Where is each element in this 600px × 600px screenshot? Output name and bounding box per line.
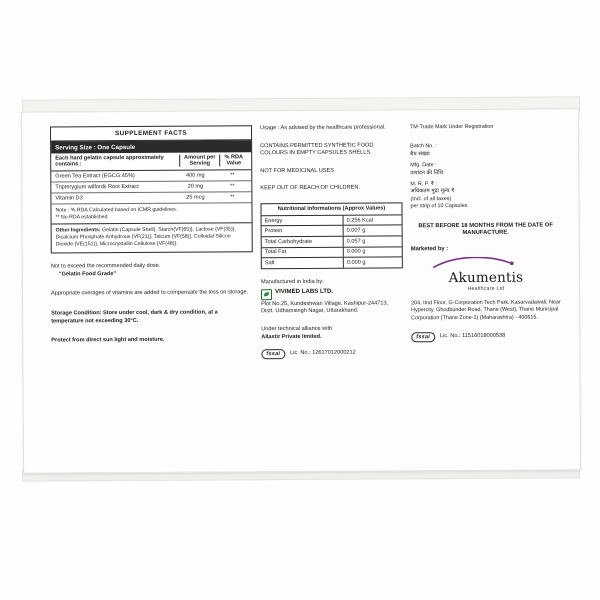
nutrient-name: Energy [264, 217, 283, 224]
fssai-block-marketer [411, 331, 561, 342]
supplement-facts-title: SUPPLEMENT FACTS [51, 126, 251, 141]
permitted-colours-note: CONTAINS PERMITTED SYNTHETIC FOOD COLOURS IN EMPTY CAPSULES SHELLS. [260, 142, 374, 157]
batch-number-label-hindi: बैच संख्या [410, 151, 430, 158]
ingredient-rda: ** [230, 172, 235, 179]
supplement-facts-table [50, 125, 253, 254]
right-column [410, 123, 561, 342]
overages-note: Appropriate overages of vitamins are added to compensate the loss on storage. [50, 289, 249, 298]
col-header-rda: % RDA Value [219, 155, 247, 167]
left-column [50, 125, 251, 345]
nutritional-information-table [260, 202, 402, 269]
nutrient-name: Protein [264, 228, 283, 235]
dose-note: Not to exceed the recommended daily dose. [50, 263, 161, 270]
not-for-medicinal-use-note: NOT FOR MEDICINAL USES [260, 167, 334, 175]
mfg-date-field: Mfg. Date : [410, 162, 437, 169]
leaf-icon [261, 289, 272, 300]
rda-note-2: ** No RDA established [55, 213, 108, 221]
nutrient-value: 0.000 g [343, 258, 402, 268]
nutrient-value: 0.256 Kcal [343, 215, 402, 225]
ingredient-name: Green Tea Extract (EGCG:45%) [55, 172, 135, 180]
manufactured-label: Manufactured in India by: [260, 278, 324, 285]
other-ingredients-text: Gelatin (Capsule Shell), Starch{VF(65)}, Lactose {VF(35)}, Dicalcium Phosphate Anhydrous {VF(21)}, Talcum {VF(58)}, Colloidal Silicon Dioxide {VE(151)}, Microcrystallin Cellulose {VF(48)}. [55, 226, 236, 248]
col-header-amount: Amount per Serving [179, 155, 219, 167]
strip-quantity-note: per strip of 10 Capsules [410, 203, 468, 210]
technical-alliance-company: Allastir Private limited. [261, 333, 322, 340]
fssai-license-number: Lic. No.: 11516018000538 [440, 332, 506, 340]
usage-block [260, 124, 400, 132]
mrp-tax-note: (Incl. of all taxes) [410, 195, 452, 203]
best-before-note: BEST BEFORE 18 MONTHS FROM THE DATE OF MANUFACTURE. [418, 222, 553, 237]
other-ingredients-block [52, 223, 252, 253]
company-address: 204, IInd Floor, G-Corporation Tech Park, Kasarvadawali, Near Hypercity, Ghodbunder Road, Thane (West), Thane Municipal Corporation (Thane Zone-1) (Maharashtra) - 400615. [411, 299, 561, 321]
rda-note-1: Note : % RDA Calculated based on ICMR guidelines. [55, 206, 178, 214]
manufacturer-name: VIVIMED LABS LTD. [274, 288, 334, 296]
ingredient-rda: ** [230, 183, 235, 190]
ingredient-name: Vitamin D3 [55, 195, 83, 202]
nutrient-value: 0.057 g [343, 236, 402, 246]
nutrient-name: Total Fat [264, 249, 287, 256]
product-carton-back-panel [21, 108, 581, 473]
fssai-logo-icon: fssai [411, 332, 435, 342]
mrp-field: M. R. P. ₹ : [410, 181, 438, 188]
table-row [262, 258, 402, 268]
marketed-by-label: Marketed by : [410, 245, 449, 253]
batch-number-field: Batch No. : [410, 143, 437, 150]
rda-notes [51, 203, 251, 224]
middle-column [260, 124, 401, 359]
usage-text: As advised by the healthcare professional. [280, 124, 386, 132]
fssai-license-number: Lic. No.: 12617012000212 [290, 349, 356, 357]
ingredient-amount: 20 mg [187, 183, 204, 190]
fssai-logo-icon: fssai [261, 349, 285, 359]
brand-swoosh-icon [426, 256, 546, 269]
brand-subtitle: Healthcare Ltd [467, 285, 505, 292]
manufacturer-address: Plot No.25, Kundeshwari Village, Kashipur-244713, Distt. Udhamsingh Nagar, Uttarakhand. [261, 300, 389, 315]
food-grade-note: "Gelatin Food Grade" [58, 271, 117, 278]
mfg-date-label-hindi: उत्पादन की तिथि [410, 169, 444, 176]
ingredient-name: Tripterygium wilfordii Root Extract [55, 183, 139, 191]
nutrient-value: 0.007 g [343, 226, 402, 236]
brand-name: Akumentis [448, 269, 524, 286]
usage-label: Usage : [259, 125, 280, 132]
fssai-block-manufacturer [261, 349, 401, 360]
storage-condition-block [51, 309, 251, 325]
serving-size-row: Serving Size : One Capsule [51, 140, 251, 153]
ingredient-amount: 400 mg [185, 172, 205, 179]
other-ingredients-label: Other Ingredients: [55, 226, 101, 234]
trademark-note: TM-Trade Mark Under Registration [409, 123, 494, 131]
sunlight-note: Protect from direct sun light and moisture. [51, 337, 165, 344]
carton-printed-content [22, 109, 580, 472]
ingredient-amount: 25 mcg [186, 194, 205, 201]
nutrition-table-title: Nutritional Informations (Approx Values) [261, 203, 401, 216]
nutrient-name: Salt [264, 260, 275, 267]
storage-condition-label: Storage Condition: [51, 310, 102, 317]
brand-logo [411, 256, 561, 292]
mrp-label-hindi: अधिकतम मुद्रा मूल्य ₹ [410, 188, 455, 195]
supplement-facts-header-row [51, 152, 251, 171]
nutrient-value: 0.000 g [343, 247, 402, 257]
technical-alliance-label: Under technical alliance with [261, 325, 333, 333]
manufacturer-block [261, 288, 401, 300]
nutrient-name: Total Carbohydrate [264, 238, 312, 245]
ingredient-rda: ** [230, 194, 235, 201]
keep-out-of-reach-note: KEEP OUT OF REACH OF CHILDREN. [260, 185, 360, 192]
col-header-ingredient: Each hard gelatin capsule approximately contains : [55, 155, 164, 168]
storage-condition-text: Store under cool, dark & dry condition, at a temperature not exceeding 30°C. [51, 309, 218, 325]
